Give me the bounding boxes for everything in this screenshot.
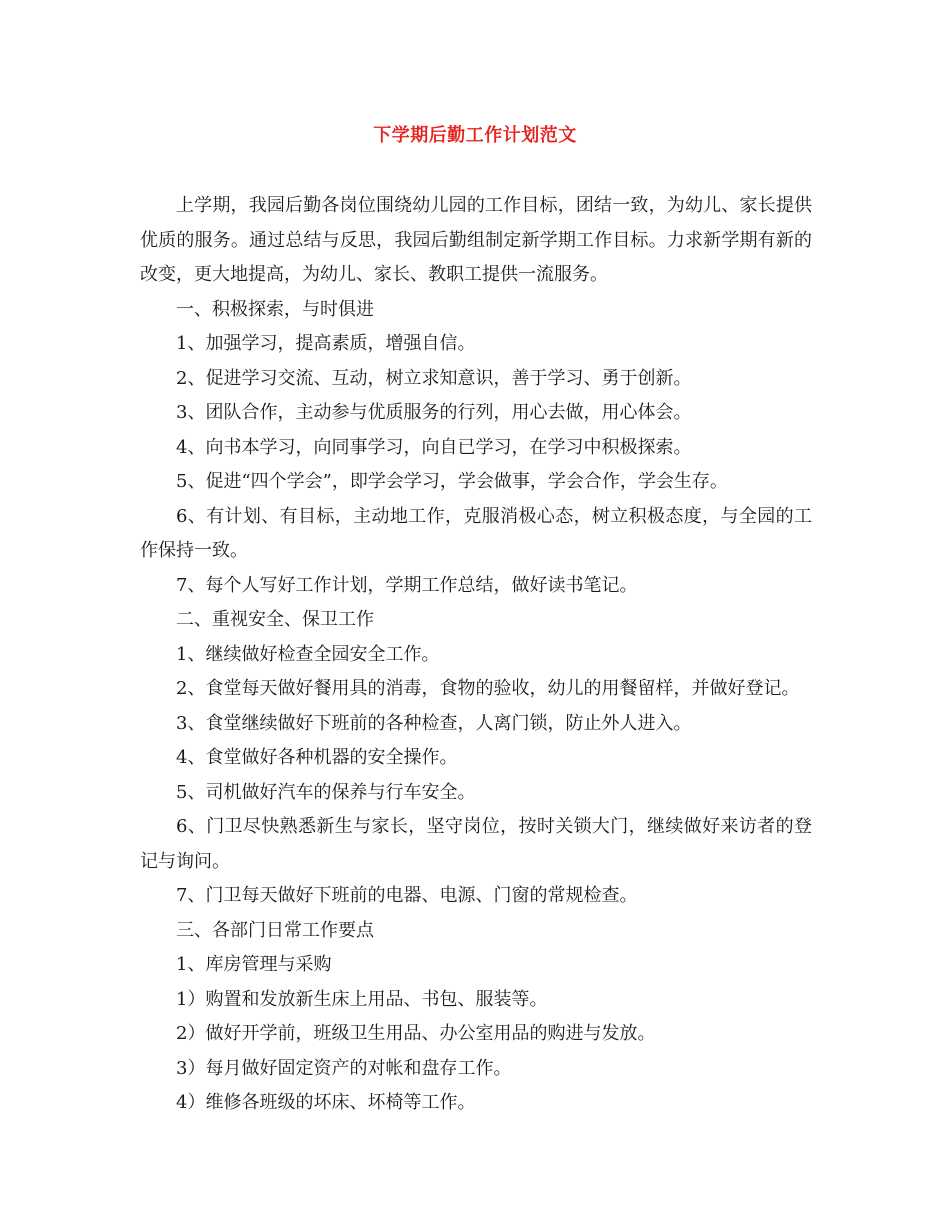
list-item: 4、食堂做好各种机器的安全操作。 — [176, 747, 458, 768]
list-item: 2、促进学习交流、互动，树立求知意识，善于学习、勇于创新。 — [176, 367, 692, 389]
subsection-heading: 1、库房管理与采购 — [176, 954, 332, 975]
list-item: 3）每月做好固定资产的对帐和盘存工作。 — [176, 1057, 512, 1079]
list-item: 5、促进“四个学会”，即学会学习，学会做事，学会合作，学会生存。 — [176, 471, 728, 492]
list-item: 1）购置和发放新生床上用品、书包、服装等。 — [176, 988, 548, 1010]
section-heading-2: 二、重视安全、保卫工作 — [176, 609, 374, 630]
list-item: 4、向书本学习，向同事学习，向自已学习，在学习中积极探索。 — [176, 436, 692, 458]
list-item: 2）做好开学前，班级卫生用品、办公室用品的购进与发放。 — [176, 1023, 656, 1044]
document-title: 下学期后勤工作计划范文 — [373, 125, 577, 146]
list-item: 1、继续做好检查全园安全工作。 — [176, 643, 440, 665]
list-item: 4）维修各班级的坏床、坏椅等工作。 — [176, 1092, 476, 1113]
list-item: 6、有计划、有目标，主动地工作，克服消极心态，树立积极态度，与全园的工作保持一致。 — [140, 505, 812, 561]
list-item: 6、门卫尽快熟悉新生与家长，坚守岗位，按时关锁大门，继续做好来访者的登记与询问。 — [140, 816, 812, 872]
section-heading-1: 一、积极探索，与时俱进 — [176, 298, 374, 320]
list-item: 3、团队合作，主动参与优质服务的行列，用心去做，用心体会。 — [176, 402, 692, 423]
list-item: 5、司机做好汽车的保养与行车安全。 — [176, 781, 476, 803]
list-item: 2、食堂每天做好餐用具的消毒，食物的验收，幼儿的用餐留样，并做好登记。 — [176, 678, 800, 699]
document-body — [140, 189, 812, 1121]
section-heading-3: 三、各部门日常工作要点 — [176, 919, 374, 941]
list-item: 3、食堂继续做好下班前的各种检查，人离门锁，防止外人进入。 — [176, 712, 692, 734]
list-item: 1、加强学习，提高素质，增强自信。 — [176, 333, 476, 354]
intro-paragraph: 上学期，我园后勤各岗位围绕幼儿园的工作目标，团结一致，为幼儿、家长提供优质的服务。通过总结与反思，我园后勤组制定新学期工作目标。力求新学期有新的改变，更大地提高，为幼儿、家长、教职工提供一流服务。 — [140, 195, 812, 285]
list-item: 7、门卫每天做好下班前的电器、电源、门窗的常规检查。 — [176, 885, 638, 906]
list-item: 7、每个人写好工作计划，学期工作总结，做好读书笔记。 — [176, 574, 638, 596]
